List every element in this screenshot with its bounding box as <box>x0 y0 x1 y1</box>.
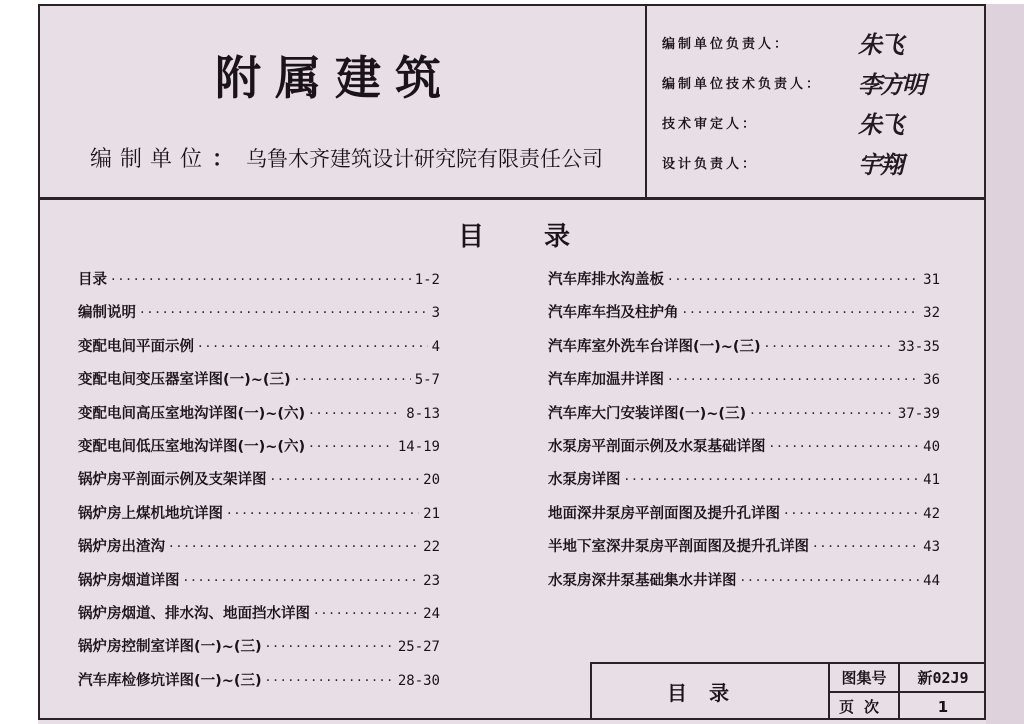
toc-entry-page: 24 <box>423 605 440 622</box>
toc-entry-page: 4 <box>431 338 440 355</box>
toc-entry-page: 41 <box>923 472 940 489</box>
toc-entry-name: 水泵房平剖面示例及水泵基础详图 <box>548 438 766 455</box>
toc-entry-page: 32 <box>923 305 940 322</box>
toc-entry[interactable] <box>78 535 440 568</box>
toc-entry-name: 变配电间高压室地沟详图(一)~(六) <box>78 405 306 422</box>
compiling-unit-name: 乌鲁木齐建筑设计研究院有限责任公司 <box>246 147 604 171</box>
toc-leader-dots <box>266 639 394 655</box>
toc-leader-dots <box>271 472 420 488</box>
responsibility-label: 设计负责人： <box>662 156 759 172</box>
toc-entry-page: 23 <box>423 572 440 589</box>
toc-entry[interactable] <box>548 535 940 568</box>
header-divider <box>38 197 986 200</box>
header-vertical-divider <box>645 4 647 197</box>
toc-entry-name: 汽车库检修坑详图(一)~(三) <box>78 672 262 689</box>
toc-leader-dots <box>668 372 919 388</box>
toc-entry-page: 1-2 <box>414 272 440 288</box>
toc-leader-dots <box>813 539 919 555</box>
toc-leader-dots <box>741 573 920 589</box>
signature: 李方明 <box>858 69 924 99</box>
toc-leader-dots <box>295 372 411 388</box>
toc-leader-dots <box>184 573 420 589</box>
toc-entry[interactable] <box>78 468 440 501</box>
toc-entry[interactable] <box>548 268 940 301</box>
toc-entry-name: 锅炉房出渣沟 <box>78 539 165 556</box>
toc-leader-dots <box>314 606 419 622</box>
toc-entry-name: 汽车库室外洗车台详图(一)~(三) <box>548 338 761 355</box>
atlas-number-value: 新02J9 <box>917 669 969 687</box>
toc-entry-page: 14-19 <box>397 438 440 455</box>
toc-entry-page: 37-39 <box>897 405 940 422</box>
title-block-doc-title: 目录 <box>590 662 830 720</box>
toc-right-column <box>548 268 940 602</box>
toc-entry[interactable] <box>548 569 940 602</box>
toc-title: 目录 <box>458 222 631 252</box>
atlas-title: 附属建筑 <box>215 51 455 105</box>
toc-entry-name: 半地下室深井泵房平剖面图及提升孔详图 <box>548 539 809 556</box>
toc-entry-name: 锅炉房平剖面示例及支架详图 <box>78 472 267 489</box>
toc-entry[interactable] <box>548 402 940 435</box>
signature: 宇翔 <box>858 149 902 179</box>
toc-entry-name: 汽车库加温井详图 <box>548 372 664 389</box>
signature: 朱飞 <box>858 29 902 59</box>
toc-entry[interactable] <box>548 301 940 334</box>
toc-entry-page: 43 <box>923 539 940 556</box>
toc-entry-name: 锅炉房上煤机地坑详图 <box>78 505 223 522</box>
toc-leader-dots <box>169 539 419 555</box>
toc-entry[interactable] <box>78 602 440 635</box>
adjacent-page-edge <box>986 4 1024 724</box>
toc-leader-dots <box>683 305 920 321</box>
toc-entry[interactable] <box>548 502 940 535</box>
page-number-value: 1 <box>937 697 949 716</box>
page-number-label: 页次 <box>838 698 889 716</box>
toc-entry-name: 汽车库大门安装详图(一)~(三) <box>548 405 747 422</box>
responsibility-label: 技术审定人： <box>662 116 759 132</box>
toc-entry-name: 锅炉房控制室详图(一)~(三) <box>78 639 262 656</box>
toc-entry-name: 汽车库排水沟盖板 <box>548 272 664 288</box>
toc-entry[interactable] <box>548 435 940 468</box>
toc-entry[interactable] <box>78 368 440 401</box>
toc-leader-dots <box>750 406 894 422</box>
responsibility-row <box>662 22 962 62</box>
toc-entry-page: 40 <box>923 438 940 455</box>
toc-leader-dots <box>111 272 411 288</box>
toc-leader-dots <box>140 305 428 321</box>
atlas-number-label: 图集号 <box>841 669 887 687</box>
toc-entry[interactable] <box>78 402 440 435</box>
toc-entry-name: 锅炉房烟道详图 <box>78 572 180 589</box>
responsibility-row <box>662 142 962 182</box>
compiling-unit-label: 编制单位 <box>90 147 211 172</box>
toc-entry-name: 目录 <box>78 272 107 288</box>
toc-entry-name: 变配电间变压器室详图(一)~(三) <box>78 372 291 389</box>
toc-entry-page: 44 <box>923 572 940 589</box>
responsibility-label: 编制单位负责人： <box>662 36 791 52</box>
toc-entry[interactable] <box>78 301 440 334</box>
toc-entry-name: 汽车库车挡及柱护角 <box>548 305 679 322</box>
toc-entry[interactable] <box>78 335 440 368</box>
toc-leader-dots <box>198 339 428 355</box>
toc-entry-name: 变配电间平面示例 <box>78 338 194 355</box>
toc-entry-page: 21 <box>423 505 440 522</box>
toc-leader-dots <box>625 472 920 488</box>
toc-entry-page: 33-35 <box>897 338 940 355</box>
toc-entry-page: 8-13 <box>406 405 440 422</box>
toc-entry-name: 水泵房详图 <box>548 472 621 489</box>
compiling-unit-row <box>90 142 603 173</box>
toc-leader-dots <box>765 339 894 355</box>
toc-entry-name: 变配电间低压室地沟详图(一)~(六) <box>78 438 306 455</box>
toc-leader-dots <box>309 439 394 455</box>
toc-leader-dots <box>227 506 419 522</box>
toc-entry-page: 3 <box>431 305 440 322</box>
toc-entry-page: 20 <box>423 472 440 489</box>
toc-entry-name: 锅炉房烟道、排水沟、地面挡水详图 <box>78 605 310 622</box>
responsibility-row <box>662 62 962 102</box>
compiling-unit-colon: ： <box>212 147 235 172</box>
toc-entry[interactable] <box>78 669 440 702</box>
toc-leader-dots <box>668 272 919 288</box>
toc-leader-dots <box>784 506 919 522</box>
responsibility-row <box>662 102 962 142</box>
toc-left-column <box>78 268 440 702</box>
responsibility-table <box>662 22 962 182</box>
toc-entry-page: 31 <box>923 272 940 288</box>
toc-entry-page: 42 <box>923 505 940 522</box>
toc-leader-dots <box>309 406 402 422</box>
toc-entry-page: 28-30 <box>397 672 440 689</box>
toc-entry[interactable] <box>78 435 440 468</box>
toc-leader-dots <box>770 439 920 455</box>
signature: 朱飞 <box>858 109 902 139</box>
toc-entry-page: 5-7 <box>414 372 440 389</box>
toc-entry[interactable] <box>78 635 440 668</box>
toc-entry[interactable] <box>548 368 940 401</box>
toc-entry-name: 编制说明 <box>78 305 136 322</box>
toc-leader-dots <box>266 673 394 689</box>
toc-entry-page: 25-27 <box>397 639 440 656</box>
toc-entry[interactable] <box>78 268 440 301</box>
toc-entry-name: 地面深井泵房平剖面图及提升孔详图 <box>548 505 780 522</box>
toc-entry[interactable] <box>548 468 940 501</box>
toc-entry-name: 水泵房深井泵基础集水井详图 <box>548 572 737 589</box>
toc-entry-page: 22 <box>423 539 440 556</box>
toc-entry[interactable] <box>78 569 440 602</box>
responsibility-label: 编制单位技术负责人： <box>662 76 823 92</box>
toc-entry[interactable] <box>548 335 940 368</box>
toc-entry-page: 36 <box>923 372 940 389</box>
toc-entry[interactable] <box>78 502 440 535</box>
